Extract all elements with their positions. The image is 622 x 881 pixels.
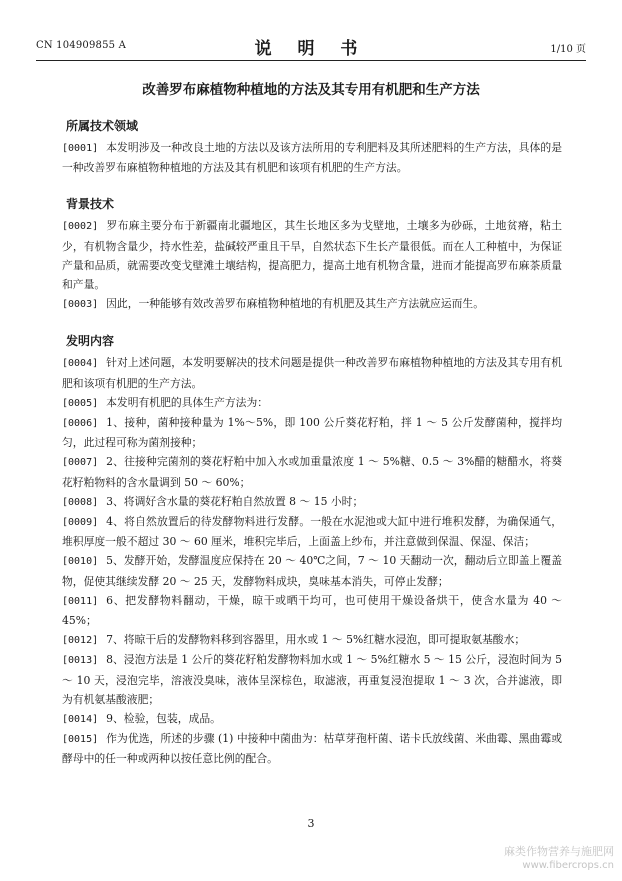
paragraph-text: 罗布麻主要分布于新疆南北疆地区，其生长地区多为戈壁地，土壤多为砂砾，土地贫瘠，粘土少，有机物含量少，持水性差，盐碱较严重且干旱，自然状态下生长产量很低。而在人工种植中，为保证产量和品质，就需要改变戈壁滩土壤结构，提高肥力，提高土地有机物含量，进而才能提高罗布麻茶质量和产量。	[62, 219, 562, 292]
paragraph-number: [0002]	[62, 221, 99, 233]
paragraph-text: 本发明有机肥的具体生产方法为：	[106, 395, 269, 409]
patent-number: CN 104909855 A	[36, 40, 127, 51]
paragraph-number: [0005]	[62, 397, 99, 409]
page-header	[36, 34, 586, 58]
paragraph	[62, 650, 562, 709]
paragraph	[62, 709, 562, 729]
paragraph	[62, 630, 562, 650]
paragraph-number: [0004]	[62, 358, 99, 370]
section-heading: 所属技术领域	[66, 119, 139, 133]
paragraph-number: [0013]	[62, 655, 99, 667]
paragraph	[62, 138, 562, 177]
paragraph-number: [0015]	[62, 734, 99, 746]
paragraph-text: 因此，一种能够有效改善罗布麻植物种植地的有机肥及其生产方法就应运而生。	[106, 297, 485, 311]
document-body	[62, 118, 562, 769]
paragraph-text: 针对上述问题，本发明要解决的技术问题是提供一种改善罗布麻植物种植地的方法及其专用有机肥和该项有机肥的生产方法。	[62, 356, 562, 390]
watermark-url: www.fibercrops.cn	[522, 860, 614, 871]
paragraph-number: [0010]	[62, 556, 99, 568]
paragraph-number: [0001]	[62, 143, 99, 154]
paragraph	[62, 413, 562, 452]
document-title: 改善罗布麻植物种植地的方法及其专用有机肥和生产方法	[142, 82, 480, 98]
section-heading: 发明内容	[66, 334, 115, 349]
paragraph-text: 5、发酵开始，发酵温度应保持在 20 ～ 40℃之间，7 ～ 10 天翻动一次，翻动后立即盖上覆盖物，促使其继续发酵 20 ～ 25 天，发酵物料成块，臭味基本消失，可停止发酵；	[62, 554, 562, 588]
paragraph-number: [0014]	[62, 714, 99, 726]
paragraph-text: 7、将晾干后的发酵物料移到容器里，用水或 1 ～ 5%红糖水浸泡，即可提取氨基酸水；	[106, 633, 526, 647]
page-number: 3	[307, 817, 315, 830]
document-type: 说 明 书	[254, 39, 368, 59]
paragraph-number: [0012]	[62, 635, 99, 647]
paragraph-number: [0003]	[62, 299, 99, 311]
paragraph-text: 9、检验，包装，成品。	[106, 712, 221, 726]
paragraph-number: [0011]	[62, 595, 99, 607]
paragraph	[62, 729, 562, 768]
paragraph	[62, 512, 562, 551]
paragraph-number: [0008]	[62, 496, 99, 508]
paragraph	[62, 591, 562, 630]
paragraph	[62, 551, 562, 590]
paragraph-number: [0009]	[62, 517, 99, 529]
paragraph	[62, 294, 562, 314]
paragraph-number: [0007]	[62, 457, 99, 469]
paragraph-text: 2、往接种完菌剂的葵花籽粕中加入水或加重量浓度 1 ～ 5%糖、0.5 ～ 3%醋的糖醋水，将葵花籽粕物料的含水量调到 50 ～ 60%；	[62, 455, 562, 489]
paragraph-text: 6、把发酵物料翻动，干燥，晾干或晒干均可，也可使用干燥设备烘干，使含水量为 40 ～ 45%；	[62, 593, 562, 628]
paragraph-text: 作为优选，所述的步骤 (1) 中接种中菌曲为：枯草芽孢杆菌、诺卡氏放线菌、米曲霉、黑曲霉或酵母中的任一种或两种以按任意比例的配合。	[62, 732, 562, 766]
paragraph-number: [0006]	[62, 418, 99, 430]
paragraph-text: 4、将自然放置后的待发酵物料进行发酵。一般在水泥池或大缸中进行堆积发酵，为确保通气，堆积厚度一般不超过 30 ～ 60 厘米，堆积完毕后，上面盖上纱布，并注意做到保温、保湿、保洁；	[62, 515, 562, 549]
header-divider	[36, 60, 586, 61]
watermark	[504, 845, 614, 872]
paragraph	[62, 393, 562, 413]
paragraph	[62, 353, 562, 392]
paragraph-text: 本发明涉及一种改良土地的方法以及该方法所用的专利肥料及其所述肥料的生产方法，具体的是一种改善罗布麻植物种植地的方法及其有机肥和该项有机肥的生产方法。	[62, 141, 562, 175]
page-info: 1/10 页	[550, 44, 586, 55]
paragraph-text: 3、将调好含水量的葵花籽粕自然放置 8 ～ 15 小时；	[106, 494, 364, 508]
paragraph-text: 1、接种，菌种接种量为 1%～5%，即 100 公斤葵花籽粕，拌 1 ～ 5 公斤发酵菌种，搅拌均匀，此过程可称为菌剂接种；	[62, 416, 562, 450]
paragraph	[62, 492, 562, 512]
paragraph	[62, 452, 562, 491]
section-heading: 背景技术	[66, 197, 115, 212]
watermark-site-name: 麻类作物营养与施肥网	[504, 845, 614, 858]
paragraph-text: 8、浸泡方法是 1 公斤的葵花籽粕发酵物料加水或 1 ～ 5%红糖水 5 ～ 15 公斤，浸泡时间为 5 ～ 10 天，浸泡完毕，溶液没臭味，液体呈深棕色，取滤液，再重复浸泡提取 1 ～ 3 次，合并滤液，即为有机氨基酸液肥；	[62, 653, 562, 706]
paragraph	[62, 216, 562, 294]
